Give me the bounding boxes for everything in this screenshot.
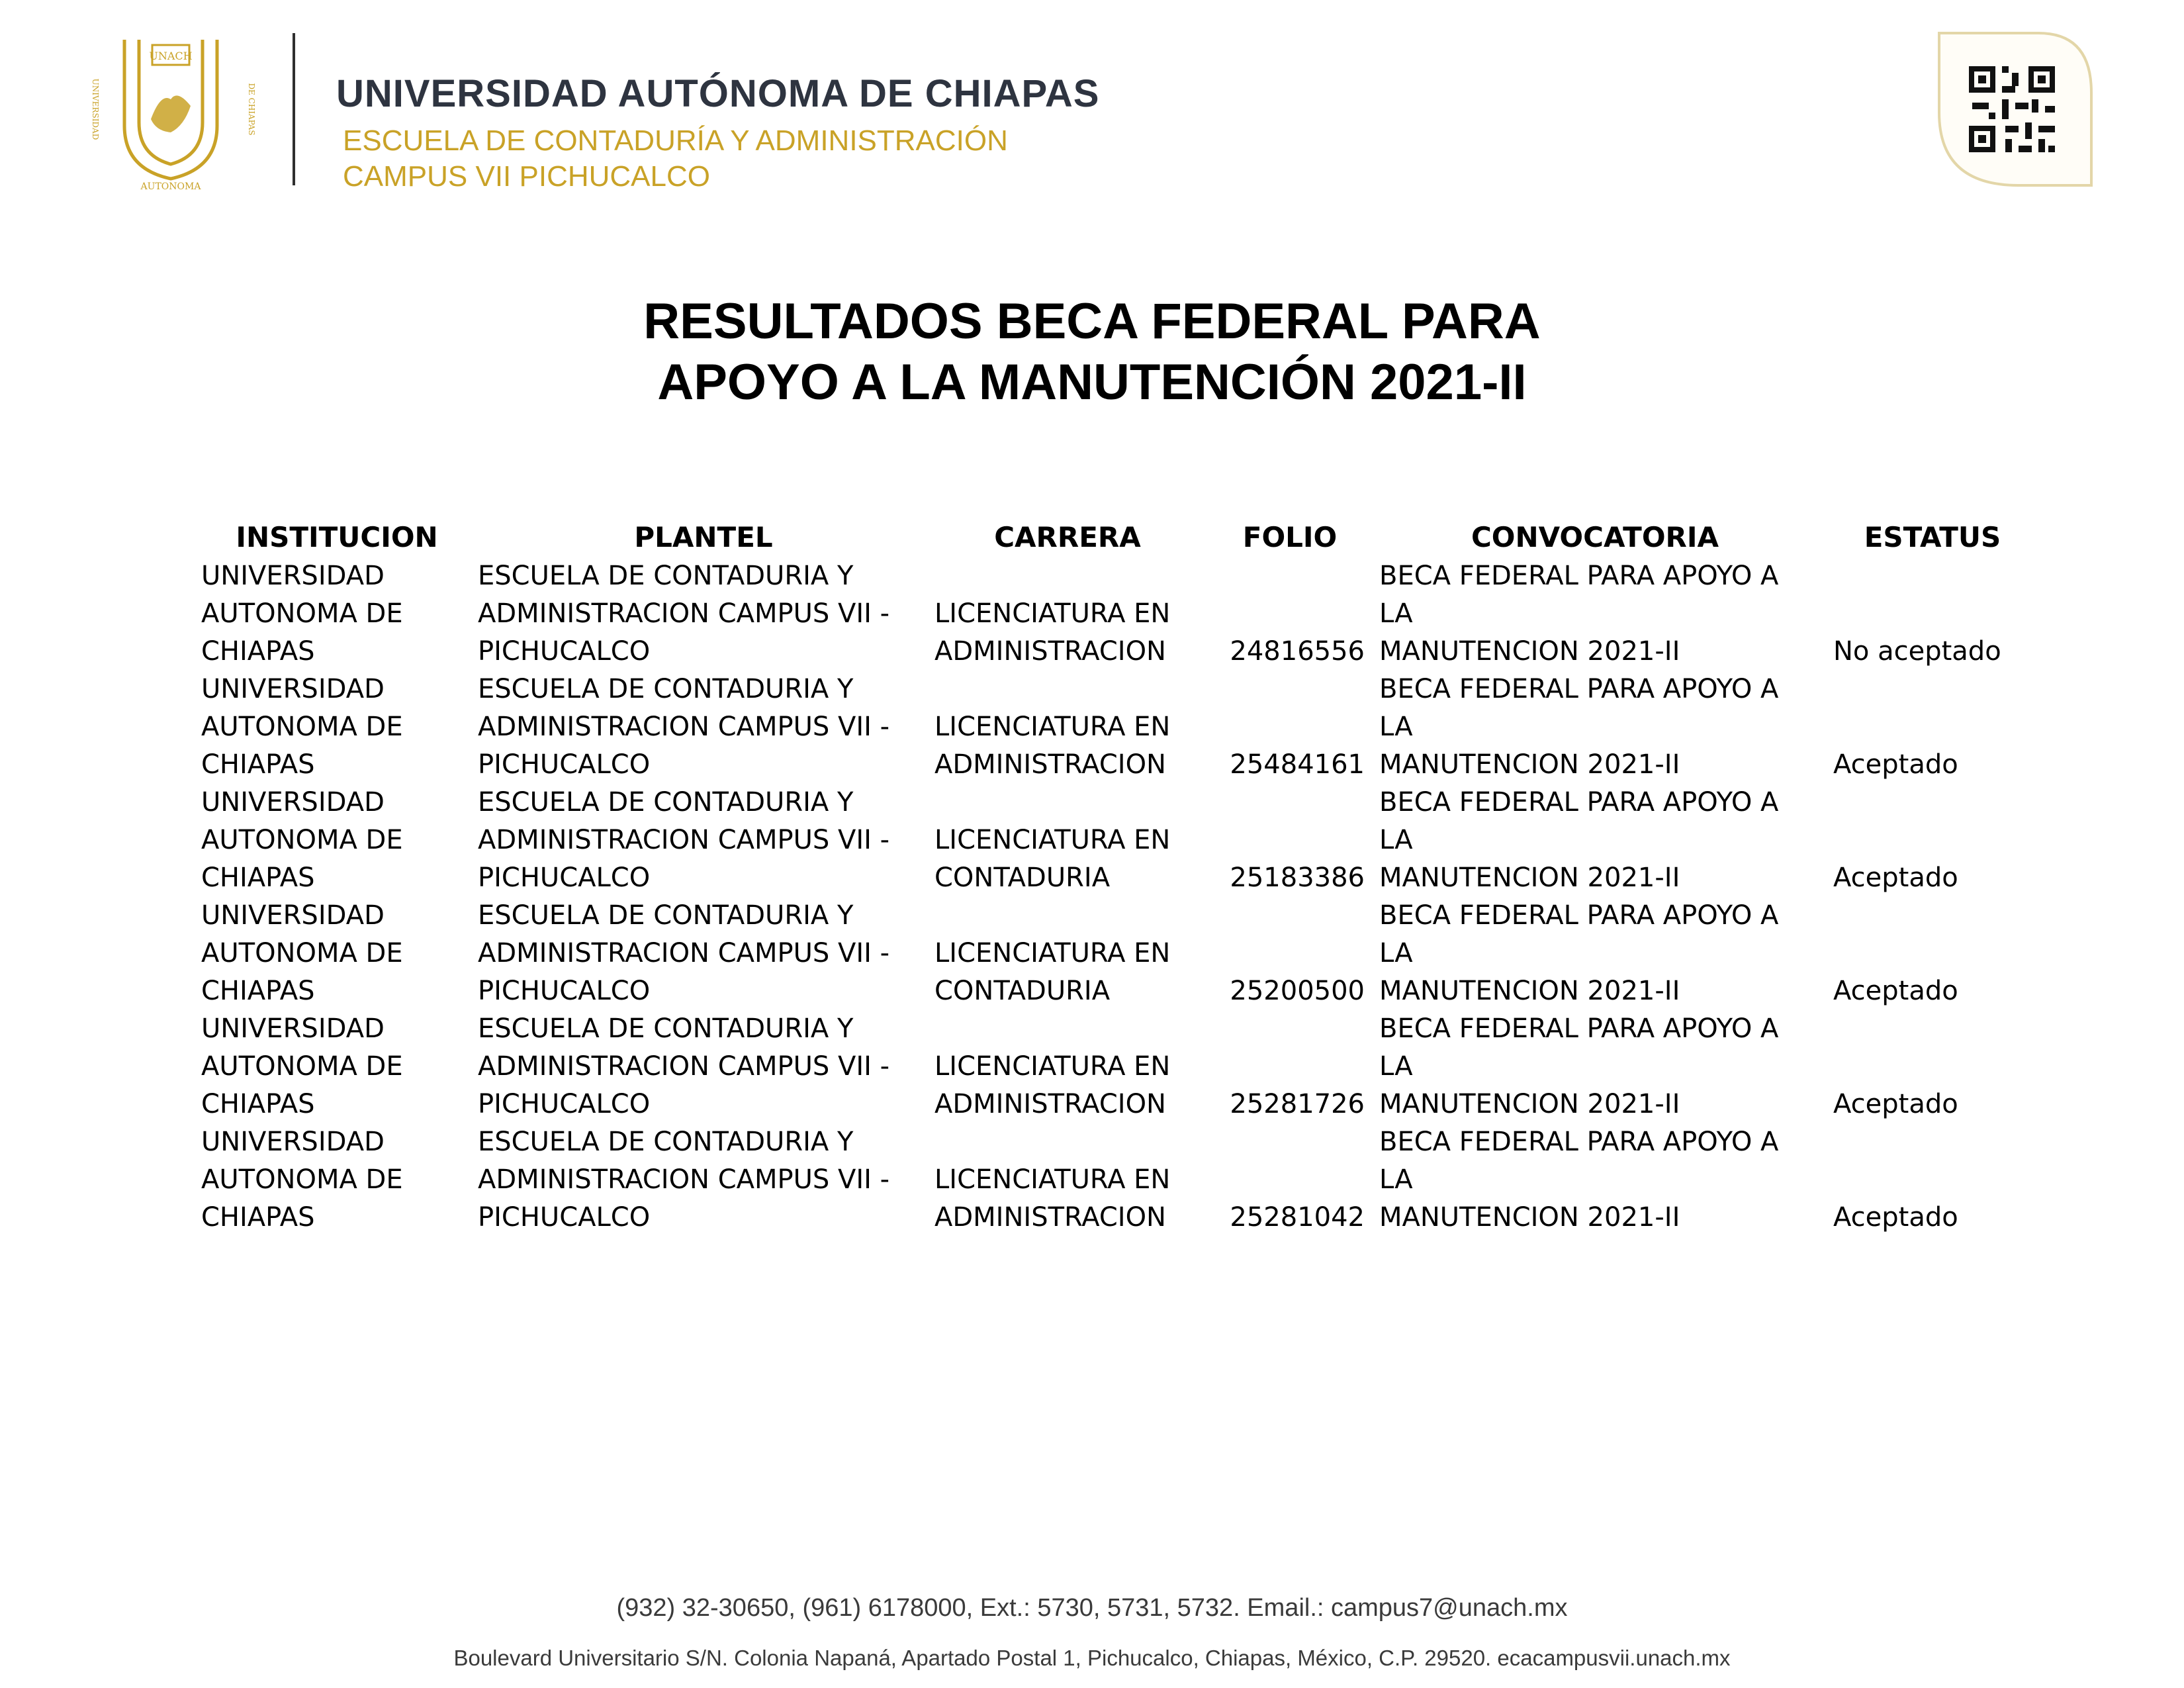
seal-right-text: DE CHIAPAS	[247, 83, 256, 136]
cell-plantel-line: ADMINISTRACION CAMPUS VII -	[478, 1051, 890, 1082]
cell-convocatoria-line: BECA FEDERAL PARA APOYO A LA	[1379, 1013, 1779, 1082]
cell-carrera-line: ADMINISTRACION	[934, 1089, 1166, 1119]
school-name: ESCUELA DE CONTADURÍA Y ADMINISTRACIÓN	[343, 124, 1008, 157]
cell-convocatoria-line: MANUTENCION 2021-II	[1379, 863, 1680, 893]
cell-plantel-line: ESCUELA DE CONTADURIA Y	[478, 561, 854, 591]
table-row	[199, 1010, 2052, 1123]
column-header-convocatoria: CONVOCATORIA	[1471, 521, 1719, 553]
university-name: UNIVERSIDAD AUTÓNOMA DE CHIAPAS	[336, 72, 1100, 115]
cell-plantel	[475, 784, 932, 897]
cell-estatus: Aceptado	[1833, 976, 1958, 1006]
cell-plantel	[475, 671, 932, 784]
cell-estatus: Aceptado	[1833, 1089, 1958, 1119]
cell-folio: 25200500	[1230, 976, 1365, 1006]
cell-institucion	[199, 1123, 475, 1237]
cell-folio: 25183386	[1230, 863, 1365, 893]
cell-estatus: Aceptado	[1833, 863, 1958, 893]
cell-carrera-line: ADMINISTRACION	[934, 636, 1166, 667]
cell-plantel-line: ESCUELA DE CONTADURIA Y	[478, 787, 854, 818]
footer-address: Boulevard Universitario S/N. Colonia Napaná, Apartado Postal 1, Pichucalco, Chiapas, México, C.P. 29520. ecacampusvii.unach.mx	[453, 1646, 1731, 1670]
cell-institucion-line: UNIVERSIDAD	[201, 787, 385, 818]
cell-plantel	[475, 557, 932, 671]
cell-convocatoria-line: MANUTENCION 2021-II	[1379, 636, 1680, 667]
title-line-1: RESULTADOS BECA FEDERAL PARA	[643, 293, 1541, 350]
cell-institucion-line: UNIVERSIDAD	[201, 1127, 385, 1157]
cell-carrera-line: ADMINISTRACION	[934, 749, 1166, 780]
cell-plantel-line: PICHUCALCO	[478, 863, 651, 893]
cell-plantel-line: ADMINISTRACION CAMPUS VII -	[478, 712, 890, 742]
cell-institucion-line: CHIAPAS	[201, 1089, 315, 1119]
cell-institucion-line: UNIVERSIDAD	[201, 561, 385, 591]
cell-convocatoria	[1377, 557, 1813, 671]
cell-plantel-line: PICHUCALCO	[478, 636, 651, 667]
cell-estatus: Aceptado	[1833, 1202, 1958, 1233]
seal-left-text: UNIVERSIDAD	[91, 78, 100, 140]
cell-plantel	[475, 1123, 932, 1237]
cell-plantel-line: ESCUELA DE CONTADURIA Y	[478, 674, 854, 704]
cell-carrera-line: LICENCIATURA EN	[934, 938, 1171, 968]
cell-institucion	[199, 1010, 475, 1123]
column-header-institucion: INSTITUCION	[236, 521, 438, 553]
column-header-plantel: PLANTEL	[634, 521, 773, 553]
cell-carrera	[932, 671, 1203, 784]
cell-plantel-line: ADMINISTRACION CAMPUS VII -	[478, 938, 890, 968]
cell-plantel-line: ESCUELA DE CONTADURIA Y	[478, 1013, 854, 1044]
cell-convocatoria-line: BECA FEDERAL PARA APOYO A LA	[1379, 900, 1779, 968]
title-line-2: APOYO A LA MANUTENCIÓN 2021-II	[657, 354, 1527, 410]
cell-estatus: No aceptado	[1833, 636, 2001, 667]
cell-plantel	[475, 1010, 932, 1123]
seal-top-text: UNACH	[149, 50, 193, 62]
header-divider	[293, 33, 295, 185]
seal-bottom-text: AUTONOMA	[140, 181, 201, 192]
column-header-estatus: ESTATUS	[1864, 521, 2001, 553]
cell-carrera	[932, 897, 1203, 1010]
cell-plantel-line: PICHUCALCO	[478, 1202, 651, 1233]
cell-convocatoria-line: MANUTENCION 2021-II	[1379, 1089, 1680, 1119]
cell-plantel-line: PICHUCALCO	[478, 749, 651, 780]
cell-institucion	[199, 784, 475, 897]
cell-institucion-line: UNIVERSIDAD	[201, 674, 385, 704]
cell-institucion-line: AUTONOMA DE	[201, 825, 403, 855]
cell-institucion-line: CHIAPAS	[201, 976, 315, 1006]
cell-carrera	[932, 1010, 1203, 1123]
cell-institucion-line: UNIVERSIDAD	[201, 1013, 385, 1044]
table-row	[199, 671, 2052, 784]
cell-institucion-line: AUTONOMA DE	[201, 1051, 403, 1082]
cell-carrera-line: CONTADURIA	[934, 863, 1111, 893]
cell-carrera	[932, 1123, 1203, 1237]
cell-institucion-line: AUTONOMA DE	[201, 938, 403, 968]
cell-carrera-line: LICENCIATURA EN	[934, 1051, 1171, 1082]
cell-plantel-line: ESCUELA DE CONTADURIA Y	[478, 900, 854, 931]
cell-plantel	[475, 897, 932, 1010]
results-table-body	[199, 557, 2052, 1237]
table-row	[199, 1123, 2052, 1237]
cell-convocatoria-line: BECA FEDERAL PARA APOYO A LA	[1379, 561, 1779, 629]
table-header-row	[199, 516, 2052, 557]
table-row	[199, 897, 2052, 1010]
cell-carrera-line: LICENCIATURA EN	[934, 712, 1171, 742]
document-title	[0, 291, 2184, 413]
cell-folio: 25484161	[1230, 749, 1365, 780]
cell-plantel-line: ADMINISTRACION CAMPUS VII -	[478, 825, 890, 855]
column-header-carrera: CARRERA	[994, 521, 1141, 553]
cell-convocatoria-line: MANUTENCION 2021-II	[1379, 976, 1680, 1006]
table-row	[199, 557, 2052, 671]
cell-convocatoria	[1377, 897, 1813, 1010]
cell-institucion-line: CHIAPAS	[201, 1202, 315, 1233]
cell-institucion-line: CHIAPAS	[201, 863, 315, 893]
cell-institucion	[199, 671, 475, 784]
cell-institucion	[199, 897, 475, 1010]
cell-carrera-line: LICENCIATURA EN	[934, 825, 1171, 855]
campus-name: CAMPUS VII PICHUCALCO	[343, 160, 710, 193]
cell-institucion-line: CHIAPAS	[201, 636, 315, 667]
cell-carrera	[932, 784, 1203, 897]
cell-institucion-line: AUTONOMA DE	[201, 712, 403, 742]
cell-convocatoria-line: BECA FEDERAL PARA APOYO A LA	[1379, 674, 1779, 742]
university-seal-logo	[78, 26, 263, 192]
cell-convocatoria	[1377, 1010, 1813, 1123]
cell-carrera	[932, 557, 1203, 671]
cell-carrera-line: CONTADURIA	[934, 976, 1111, 1006]
cell-convocatoria	[1377, 1123, 1813, 1237]
cell-folio: 25281042	[1230, 1202, 1365, 1233]
cell-plantel-line: ESCUELA DE CONTADURIA Y	[478, 1127, 854, 1157]
cell-plantel-line: PICHUCALCO	[478, 1089, 651, 1119]
cell-carrera-line: LICENCIATURA EN	[934, 598, 1171, 629]
qr-code-icon	[1933, 26, 2098, 192]
cell-convocatoria	[1377, 671, 1813, 784]
cell-carrera-line: ADMINISTRACION	[934, 1202, 1166, 1233]
cell-plantel-line: PICHUCALCO	[478, 976, 651, 1006]
cell-folio: 25281726	[1230, 1089, 1365, 1119]
cell-carrera-line: LICENCIATURA EN	[934, 1164, 1171, 1195]
cell-convocatoria-line: MANUTENCION 2021-II	[1379, 749, 1680, 780]
cell-convocatoria-line: MANUTENCION 2021-II	[1379, 1202, 1680, 1233]
table-row	[199, 784, 2052, 897]
cell-convocatoria	[1377, 784, 1813, 897]
cell-institucion-line: UNIVERSIDAD	[201, 900, 385, 931]
results-table	[199, 516, 2052, 1237]
cell-institucion-line: AUTONOMA DE	[201, 598, 403, 629]
cell-convocatoria-line: BECA FEDERAL PARA APOYO A LA	[1379, 1127, 1779, 1195]
cell-convocatoria-line: BECA FEDERAL PARA APOYO A LA	[1379, 787, 1779, 855]
cell-plantel-line: ADMINISTRACION CAMPUS VII -	[478, 1164, 890, 1195]
column-header-folio: FOLIO	[1242, 521, 1338, 553]
cell-institucion	[199, 557, 475, 671]
cell-institucion-line: AUTONOMA DE	[201, 1164, 403, 1195]
footer-contact: (932) 32-30650, (961) 6178000, Ext.: 5730, 5731, 5732. Email.: campus7@unach.mx	[616, 1594, 1568, 1622]
cell-folio: 24816556	[1230, 636, 1365, 667]
cell-plantel-line: ADMINISTRACION CAMPUS VII -	[478, 598, 890, 629]
cell-institucion-line: CHIAPAS	[201, 749, 315, 780]
cell-estatus: Aceptado	[1833, 749, 1958, 780]
